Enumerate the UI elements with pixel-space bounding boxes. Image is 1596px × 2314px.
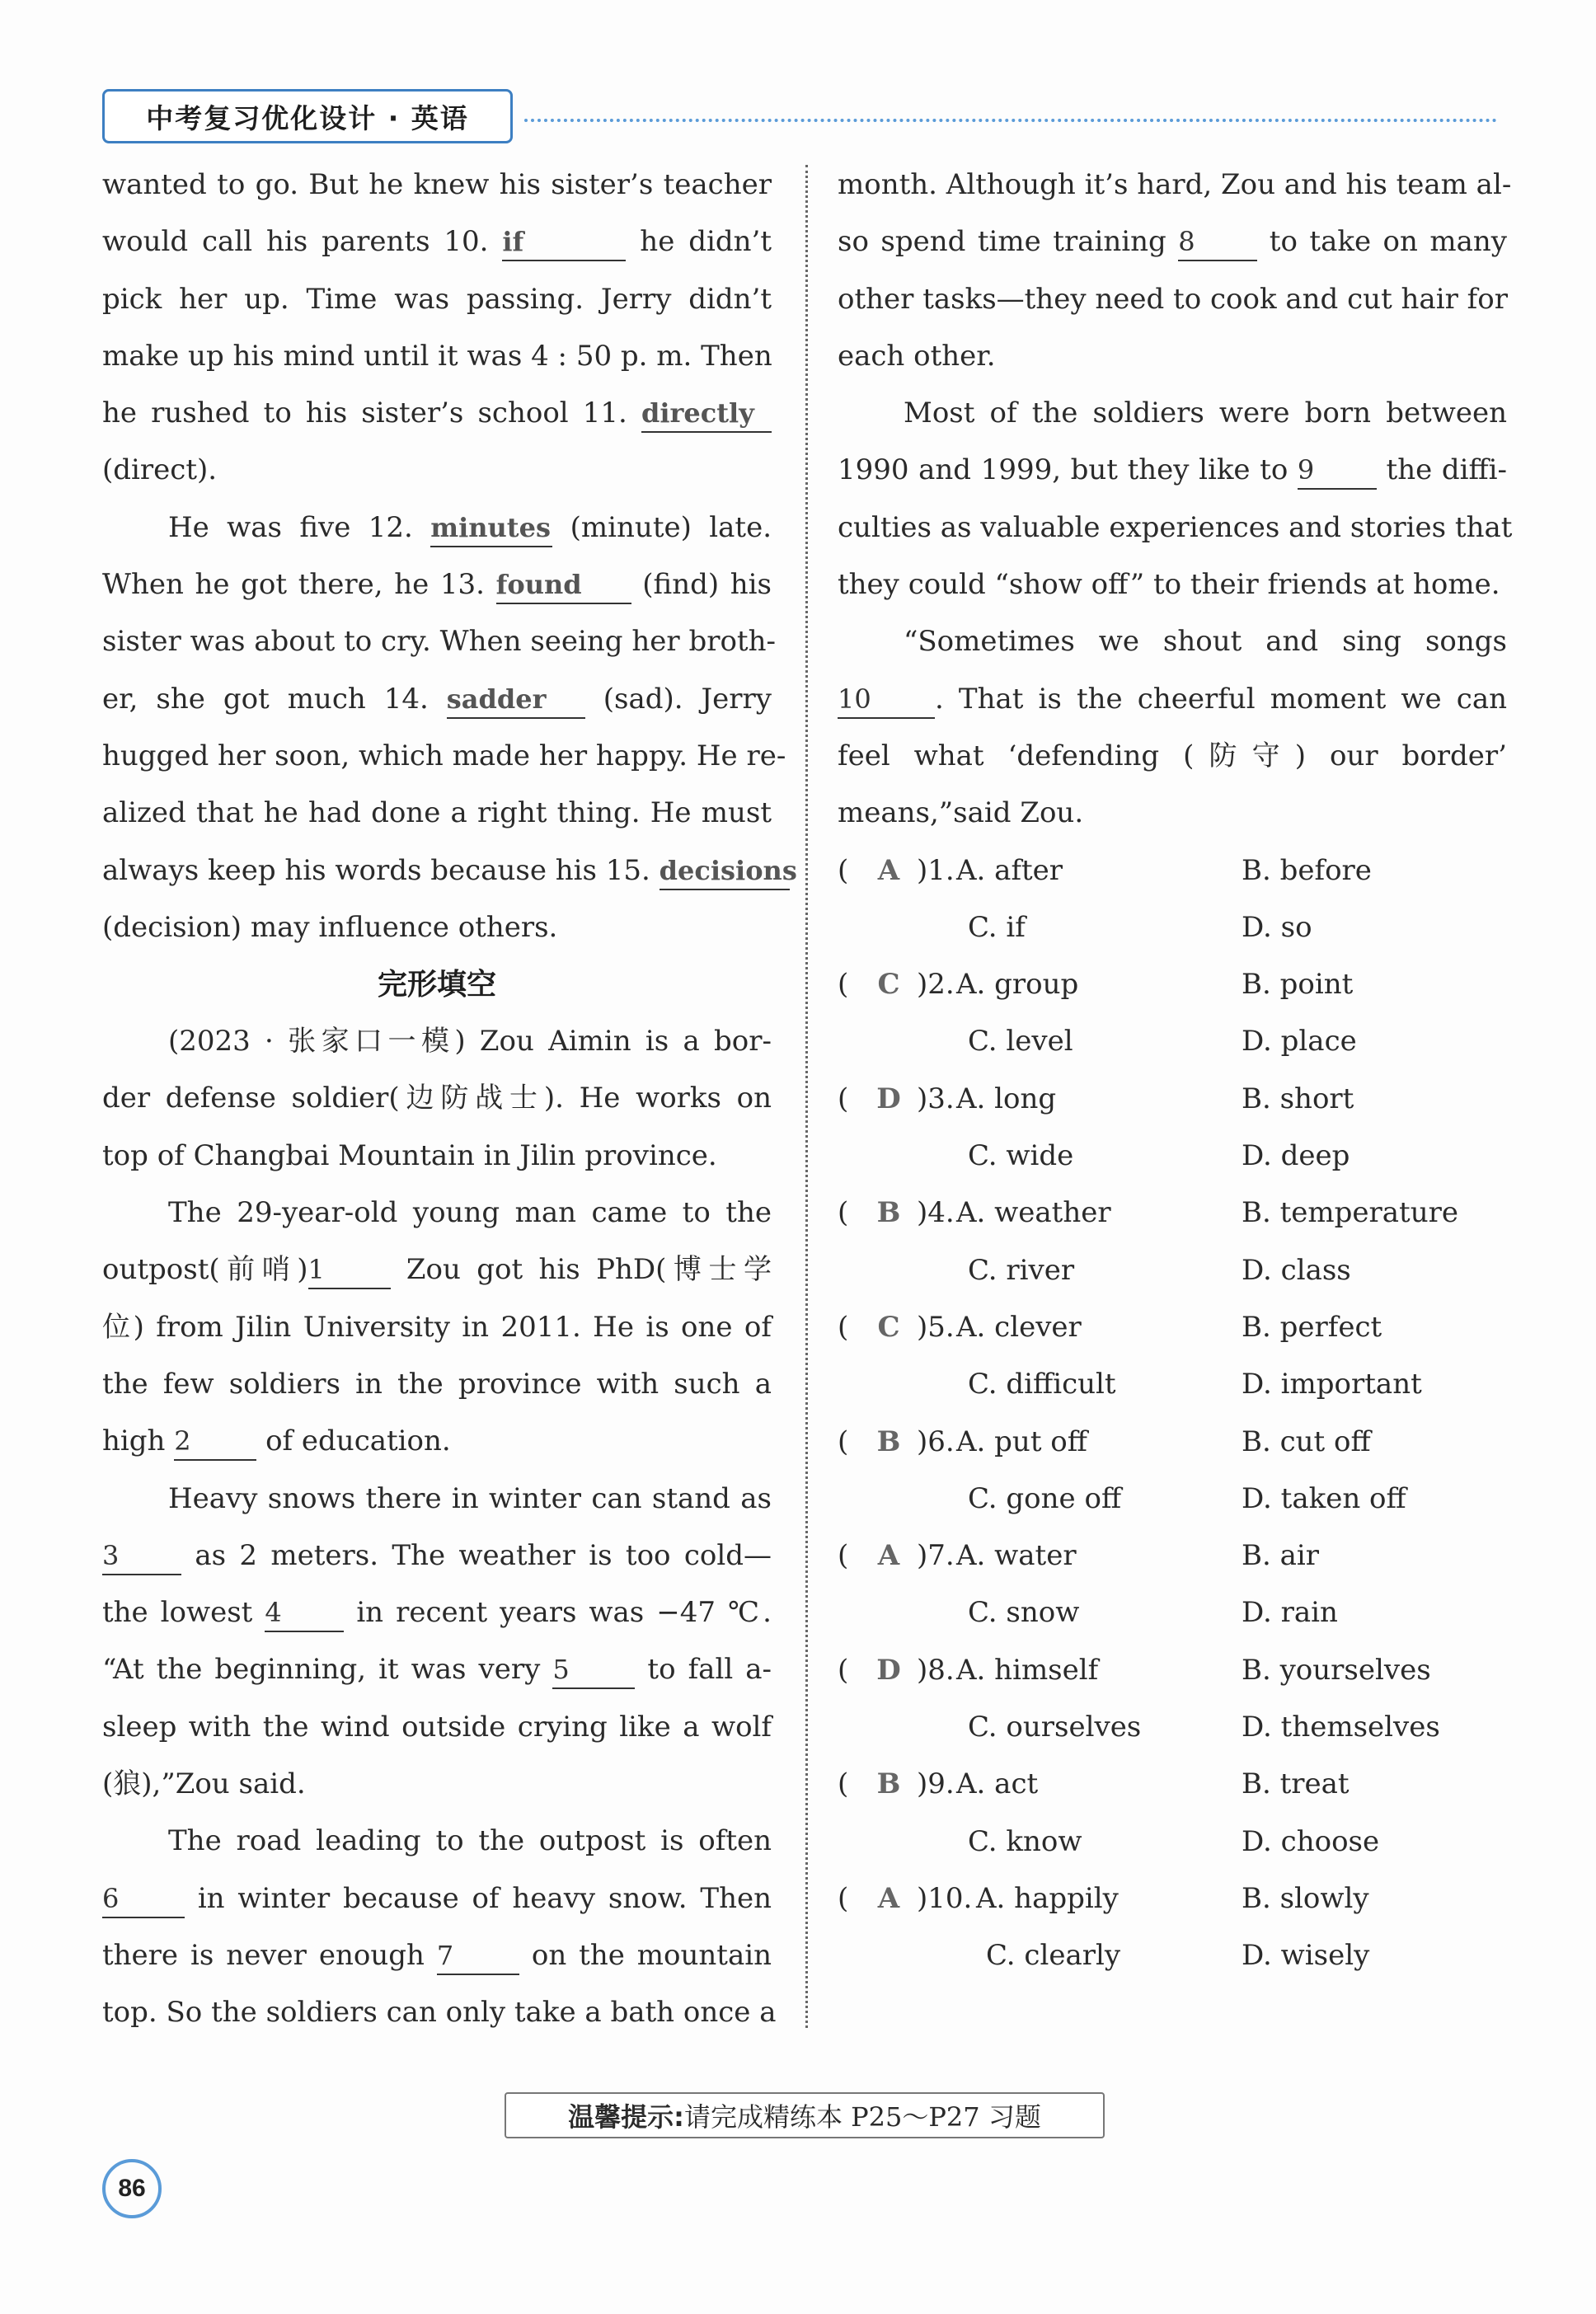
option-d: D. place bbox=[1242, 1025, 1357, 1058]
paren-open: ( bbox=[838, 853, 849, 887]
question-row bbox=[838, 956, 1507, 1013]
book-title-header: 中考复习优化设计 · 英语 bbox=[102, 89, 513, 143]
option-b: B. treat bbox=[1242, 1767, 1350, 1801]
passage-paragraph bbox=[838, 613, 1507, 842]
paren-open: ( bbox=[838, 1767, 849, 1801]
option-a: A. long bbox=[956, 1082, 1057, 1115]
header-dotted-line bbox=[524, 119, 1497, 122]
option-c: C. snow bbox=[968, 1596, 1080, 1630]
option-c: C. gone off bbox=[968, 1481, 1122, 1515]
passage-paragraph bbox=[838, 385, 1513, 613]
text-line: sleep with the wind outside crying like a wolf bbox=[102, 1710, 772, 1744]
question-row-2 bbox=[838, 1128, 1507, 1185]
paren-open: ( bbox=[838, 1539, 849, 1573]
cloze-blank-7: 7 bbox=[437, 1937, 519, 1975]
paren-open: ( bbox=[838, 1082, 849, 1115]
answer-blank-10: if bbox=[502, 223, 626, 261]
tip-box bbox=[505, 2092, 1105, 2138]
option-c: C. river bbox=[968, 1253, 1075, 1287]
right-column bbox=[838, 157, 1513, 1985]
text-line: each other. bbox=[838, 339, 996, 373]
option-b: B. temperature bbox=[1242, 1196, 1458, 1230]
text-line: Most of the soldiers were born between bbox=[904, 397, 1507, 430]
tip-label: 温馨提示: bbox=[568, 2101, 684, 2133]
answer-choice: C bbox=[877, 1310, 900, 1344]
question-row-2 bbox=[838, 899, 1507, 956]
text-line: The 29-year-old young man came to the bbox=[168, 1196, 772, 1230]
cloze-blank-1: 1 bbox=[308, 1251, 391, 1289]
question-number: )2. bbox=[917, 968, 955, 1002]
text-line: outpost(前哨)1 Zou got his PhD(博士学 bbox=[102, 1241, 772, 1298]
text-line: pick her up. Time was passing. Jerry didn’t bbox=[102, 282, 772, 316]
question-number: )8. bbox=[917, 1653, 955, 1687]
option-b: B. short bbox=[1242, 1082, 1354, 1115]
answer-choice: A bbox=[877, 1539, 900, 1573]
option-d: D. deep bbox=[1242, 1139, 1350, 1173]
text-line: 10 . That is the cheerful moment we can bbox=[838, 671, 1507, 728]
text-line: 位) from Jilin University in 2011. He is one of bbox=[102, 1310, 772, 1344]
answer-blank-11: directly bbox=[641, 395, 772, 433]
answer-choice: A bbox=[877, 1881, 900, 1915]
option-b: B. yourselves bbox=[1242, 1653, 1431, 1687]
option-d: D. wisely bbox=[1242, 1939, 1370, 1973]
option-c: C. wide bbox=[968, 1139, 1074, 1173]
option-c: C. clearly bbox=[986, 1939, 1121, 1973]
text-line: hugged her soon, which made her happy. He re- bbox=[102, 739, 786, 772]
text-line: When he got there, he 13. found (find) his bbox=[102, 556, 772, 613]
option-d: D. class bbox=[1242, 1253, 1351, 1287]
question-row bbox=[838, 843, 1507, 899]
question-number: )5. bbox=[917, 1310, 955, 1344]
text-line: high 2 of education. bbox=[102, 1413, 772, 1470]
option-c: C. level bbox=[968, 1025, 1073, 1058]
answer-blank-12: minutes bbox=[430, 509, 552, 547]
question-row-2 bbox=[838, 1356, 1507, 1413]
answer-blank-13: found bbox=[496, 566, 631, 604]
option-d: D. choose bbox=[1242, 1824, 1380, 1858]
text-line: 6 in winter because of heavy snow. Then bbox=[102, 1870, 772, 1927]
question-row bbox=[838, 1071, 1507, 1128]
option-a: A. weather bbox=[956, 1196, 1111, 1230]
cloze-blank-5: 5 bbox=[552, 1651, 635, 1689]
passage-paragraph bbox=[102, 500, 797, 956]
question-number: )4. bbox=[917, 1196, 955, 1230]
option-c: C. ourselves bbox=[968, 1711, 1142, 1744]
text-line: der defense soldier(边防战士). He works on bbox=[102, 1082, 772, 1115]
passage-paragraph bbox=[102, 157, 772, 500]
answer-choice: D bbox=[876, 1653, 901, 1687]
answer-choice: C bbox=[877, 968, 900, 1002]
answer-blank-15: decisions bbox=[660, 852, 790, 890]
question-row bbox=[838, 1528, 1507, 1584]
text-line: always keep his words because his 15. decisions bbox=[102, 843, 772, 899]
question-row-2 bbox=[838, 1584, 1507, 1641]
options-list bbox=[838, 843, 1507, 1985]
text-line: er, she got much 14. sadder (sad). Jerry bbox=[102, 671, 772, 728]
paren-open: ( bbox=[838, 1425, 849, 1458]
option-a: A. put off bbox=[956, 1425, 1087, 1458]
option-b: B. cut off bbox=[1242, 1425, 1371, 1458]
question-row-2 bbox=[838, 1242, 1507, 1299]
text-line: month. Although it’s hard, Zou and his team al- bbox=[838, 168, 1512, 201]
answer-choice: B bbox=[876, 1196, 901, 1230]
answer-choice: B bbox=[876, 1767, 901, 1801]
text-line: alized that he had done a right thing. He must bbox=[102, 796, 772, 830]
question-row bbox=[838, 1756, 1507, 1813]
option-a: A. act bbox=[956, 1767, 1039, 1801]
option-c: C. if bbox=[968, 910, 1026, 944]
option-a: A. clever bbox=[956, 1310, 1082, 1344]
cloze-blank-6: 6 bbox=[102, 1880, 185, 1918]
text-line: culties as valuable experiences and stories that bbox=[838, 510, 1513, 544]
text-line: Heavy snows there in winter can stand as bbox=[168, 1481, 772, 1515]
option-b: B. point bbox=[1242, 968, 1354, 1002]
text-line: The road leading to the outpost is often bbox=[168, 1824, 772, 1858]
text-line: top of Changbai Mountain in Jilin province. bbox=[102, 1138, 717, 1172]
question-row-2 bbox=[838, 1927, 1507, 1984]
answer-blank-14: sadder bbox=[447, 681, 585, 719]
option-a: A. after bbox=[956, 853, 1063, 887]
cloze-blank-4: 4 bbox=[265, 1594, 344, 1632]
text-line: the few soldiers in the province with such a bbox=[102, 1367, 772, 1401]
question-row bbox=[838, 1414, 1507, 1471]
paren-open: ( bbox=[838, 1653, 849, 1687]
text-line: “Sometimes we shout and sing songs bbox=[904, 625, 1507, 659]
question-number: )9. bbox=[917, 1767, 955, 1801]
option-b: B. air bbox=[1242, 1539, 1319, 1573]
option-d: D. taken off bbox=[1242, 1481, 1406, 1515]
option-c: C. difficult bbox=[968, 1368, 1116, 1401]
option-d: D. important bbox=[1242, 1368, 1422, 1401]
question-number: )10. bbox=[917, 1881, 973, 1915]
passage-paragraph bbox=[102, 1471, 772, 1814]
tip-text: 请完成精练本 P25～P27 习题 bbox=[683, 2101, 1041, 2133]
answer-choice: B bbox=[876, 1425, 901, 1458]
cloze-blank-3: 3 bbox=[102, 1537, 181, 1575]
text-line: would call his parents 10. if he didn’t bbox=[102, 214, 772, 270]
option-d: D. so bbox=[1242, 910, 1312, 944]
option-b: B. before bbox=[1242, 853, 1372, 887]
section-title: 完形填空 bbox=[377, 968, 496, 1002]
option-c: C. know bbox=[968, 1824, 1082, 1858]
passage-paragraph bbox=[102, 1813, 777, 2041]
option-d: D. themselves bbox=[1242, 1711, 1440, 1744]
paren-open: ( bbox=[838, 1310, 849, 1344]
question-row-2 bbox=[838, 1699, 1507, 1756]
text-line: so spend time training 8 to take on many bbox=[838, 214, 1507, 270]
option-a: A. himself bbox=[956, 1653, 1099, 1687]
question-number: )7. bbox=[917, 1539, 955, 1573]
paren-open: ( bbox=[838, 1196, 849, 1230]
option-b: B. slowly bbox=[1242, 1881, 1369, 1915]
text-line: feel what ‘defending (防守) our border’ bbox=[838, 739, 1507, 772]
text-line: 3 as 2 meters. The weather is too cold— bbox=[102, 1528, 772, 1584]
question-row bbox=[838, 1299, 1507, 1356]
question-row-2 bbox=[838, 1471, 1507, 1528]
option-d: D. rain bbox=[1242, 1596, 1338, 1630]
question-row-2 bbox=[838, 1814, 1507, 1870]
text-line: he rushed to his sister’s school 11. directly bbox=[102, 385, 772, 442]
text-line: He was five 12. minutes (minute) late. bbox=[102, 500, 772, 556]
question-row-2 bbox=[838, 1013, 1507, 1070]
passage-paragraph bbox=[102, 1185, 772, 1470]
option-a: A. group bbox=[956, 968, 1079, 1002]
paren-open: ( bbox=[838, 1881, 849, 1915]
text-line: 1990 and 1999, but they like to 9 the diffi- bbox=[838, 442, 1507, 499]
cloze-blank-2: 2 bbox=[174, 1423, 256, 1461]
question-number: )3. bbox=[917, 1082, 955, 1115]
text-line: other tasks—they need to cook and cut hair for bbox=[838, 282, 1508, 316]
text-line: (decision) may influence others. bbox=[102, 910, 558, 944]
text-line: (狼),”Zou said. bbox=[102, 1767, 306, 1801]
page-number: 86 bbox=[102, 2159, 162, 2218]
answer-choice: D bbox=[876, 1082, 901, 1115]
option-a: A. water bbox=[956, 1539, 1077, 1573]
text-line: there is never enough 7 on the mountain bbox=[102, 1927, 772, 1984]
column-divider bbox=[805, 165, 808, 2028]
question-row bbox=[838, 1870, 1507, 1927]
question-number: )6. bbox=[917, 1425, 955, 1458]
left-column bbox=[102, 157, 797, 2042]
question-row bbox=[838, 1185, 1507, 1241]
text-line: “At the beginning, it was very 5 to fall a- bbox=[102, 1641, 772, 1698]
paren-open: ( bbox=[838, 968, 849, 1002]
option-a: A. happily bbox=[976, 1881, 1119, 1915]
text-line: wanted to go. But he knew his sister’s teacher bbox=[102, 168, 772, 201]
option-b: B. perfect bbox=[1242, 1310, 1382, 1344]
passage-paragraph bbox=[102, 1013, 772, 1185]
cloze-blank-10: 10 bbox=[838, 681, 935, 719]
cloze-blank-8: 8 bbox=[1178, 223, 1257, 261]
text-line: sister was about to cry. When seeing her broth- bbox=[102, 625, 776, 659]
text-line: make up his mind until it was 4 : 50 p. m. Then bbox=[102, 339, 772, 373]
question-number: )1. bbox=[917, 853, 955, 887]
question-row bbox=[838, 1642, 1507, 1699]
text-line: means,”said Zou. bbox=[838, 796, 1084, 830]
answer-choice: A bbox=[877, 853, 900, 887]
text-line: (direct). bbox=[102, 453, 218, 487]
passage-paragraph bbox=[838, 157, 1512, 385]
text-line: top. So the soldiers can only take a bath once a bbox=[102, 1996, 777, 2030]
text-line: (2023 · 张家口一模) Zou Aimin is a bor- bbox=[168, 1025, 772, 1058]
cloze-blank-9: 9 bbox=[1298, 452, 1377, 490]
text-line: they could “show off” to their friends at home. bbox=[838, 568, 1500, 602]
text-line: the lowest 4 in recent years was −47 ℃. bbox=[102, 1584, 772, 1641]
